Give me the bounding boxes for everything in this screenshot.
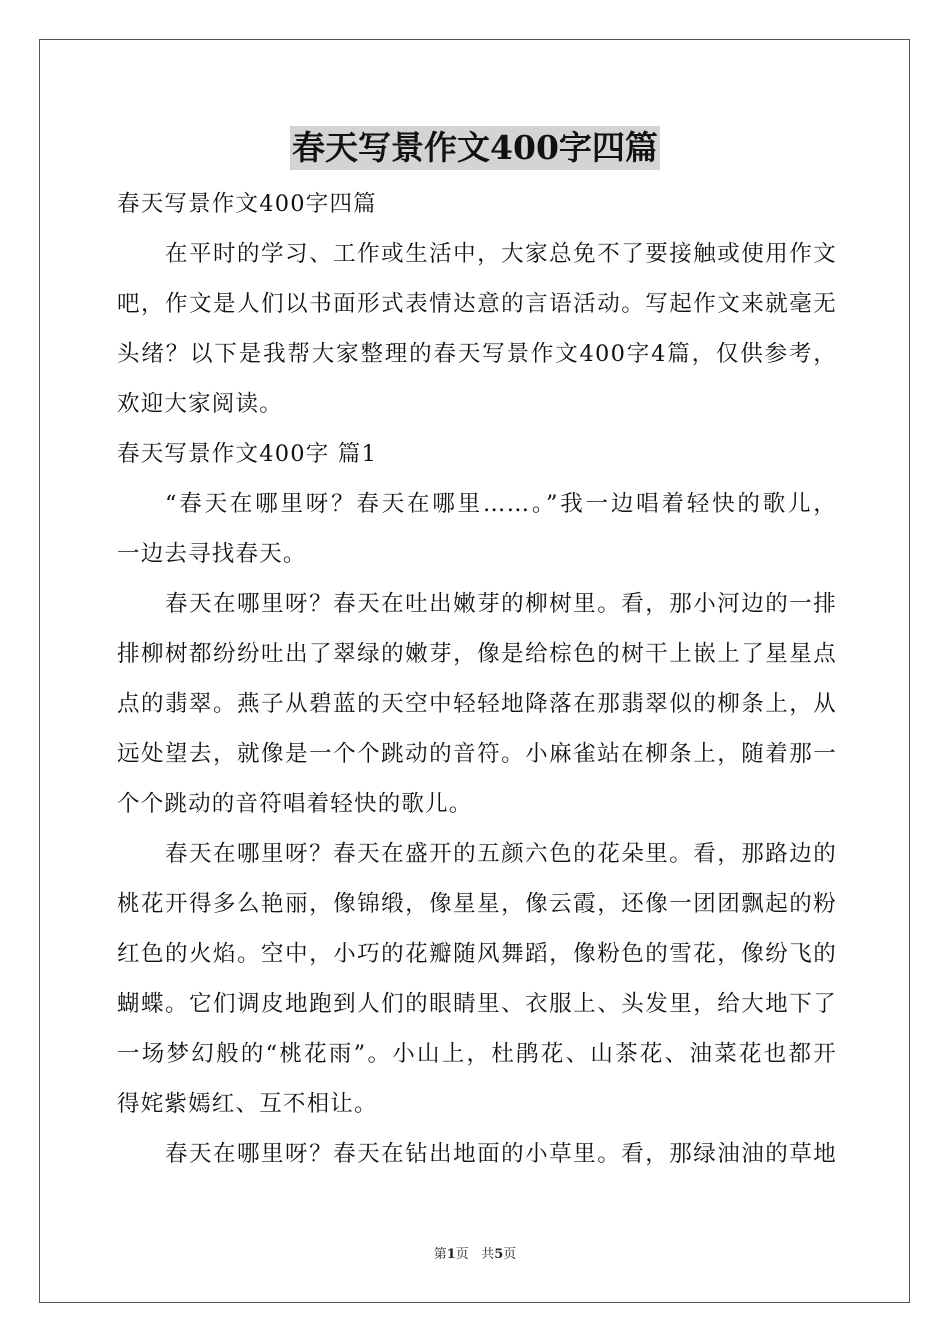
text-line: 春天在哪里呀？春天在吐出嫩芽的柳树里。看，那小河边的一排 bbox=[165, 591, 837, 617]
text-line: 桃花开得多么艳丽，像锦缎，像星星，像云霞，还像一团团飘起的粉 bbox=[117, 891, 837, 917]
text-line: 春天写景作文400字四篇 bbox=[117, 191, 377, 217]
text-line: 得姹紫嫣红、互不相让。 bbox=[117, 1091, 378, 1117]
text-line: 个个跳动的音符唱着轻快的歌儿。 bbox=[117, 791, 473, 817]
text-line: 在平时的学习、工作或生活中，大家总免不了要接触或使用作文 bbox=[165, 241, 837, 267]
text-line: 点的翡翠。燕子从碧蓝的天空中轻轻地降落在那翡翠似的柳条上，从 bbox=[117, 691, 837, 717]
text-line: 红色的火焰。空中，小巧的花瓣随风舞蹈，像粉色的雪花，像纷飞的 bbox=[117, 941, 837, 967]
text-line: 春天在哪里呀？春天在盛开的五颜六色的花朵里。看，那路边的 bbox=[165, 841, 837, 867]
section-heading: 春天写景作文400字 篇1 bbox=[117, 441, 378, 467]
document-title: 春天写景作文400字四篇 bbox=[290, 126, 660, 170]
text-line: 蝴蝶。它们调皮地跑到人们的眼睛里、衣服上、头发里，给大地下了 bbox=[117, 991, 837, 1017]
text-line: “春天在哪里呀？春天在哪里……。”我一边唱着轻快的歌儿， bbox=[165, 491, 837, 517]
text-line: 远处望去，就像是一个个跳动的音符。小麻雀站在柳条上，随着那一 bbox=[117, 741, 837, 767]
text-line: 头绪？以下是我帮大家整理的春天写景作文400字4篇，仅供参考， bbox=[117, 341, 837, 367]
document-body bbox=[117, 179, 837, 1179]
text-line: 排柳树都纷纷吐出了翠绿的嫩芽，像是给棕色的树干上嵌上了星星点 bbox=[117, 641, 837, 667]
title-wrap bbox=[0, 126, 950, 170]
total-pages-number: 5 bbox=[494, 1247, 504, 1262]
footer-total-suffix: 页 bbox=[503, 1247, 517, 1262]
footer-page-word: 页 bbox=[455, 1247, 469, 1262]
text-line: 一场梦幻般的“桃花雨”。小山上，杜鹃花、山茶花、油菜花也都开 bbox=[117, 1041, 837, 1067]
page-footer bbox=[0, 1245, 950, 1265]
footer-total-prefix: 共 bbox=[481, 1247, 495, 1262]
text-line: 春天在哪里呀？春天在钻出地面的小草里。看，那绿油油的草地 bbox=[165, 1141, 837, 1167]
text-line: 欢迎大家阅读。 bbox=[117, 391, 283, 417]
current-page-number: 1 bbox=[446, 1247, 456, 1262]
text-line: 一边去寻找春天。 bbox=[117, 541, 307, 567]
footer-prefix: 第 bbox=[433, 1247, 447, 1262]
text-line: 吧，作文是人们以书面形式表情达意的言语活动。写起作文来就毫无 bbox=[117, 291, 837, 317]
